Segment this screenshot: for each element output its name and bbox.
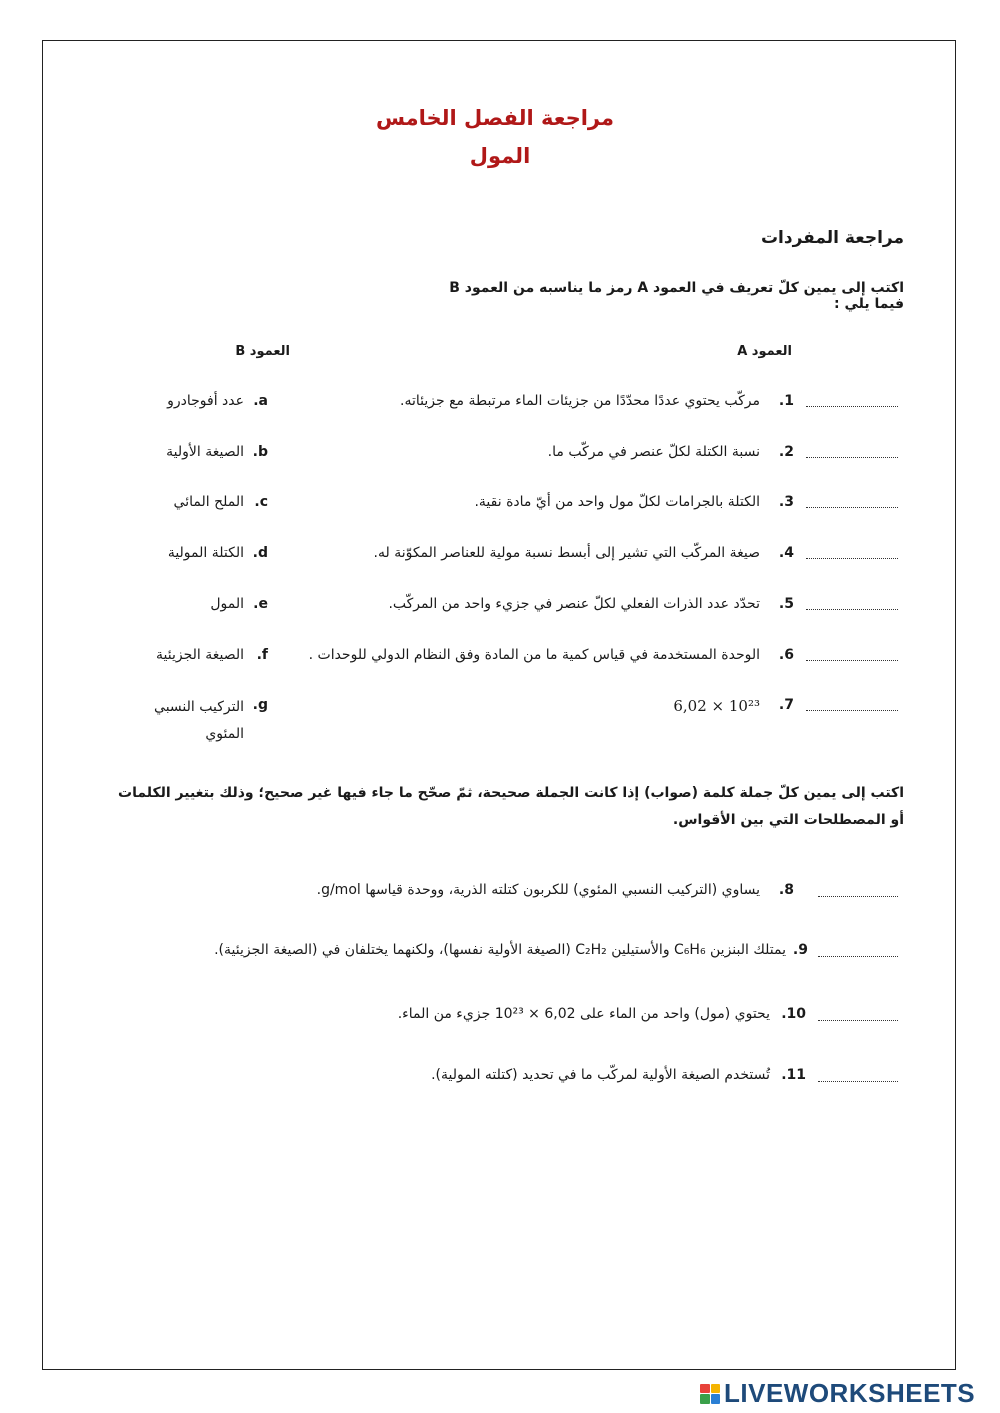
item-a-text-avogadro-number: 6,02 × 10²³ <box>673 697 760 715</box>
page-title: مراجعة الفصل الخامس <box>375 106 614 130</box>
item-b-text: عدد أفوجادرو <box>167 393 244 409</box>
answer-blank-1[interactable] <box>806 406 898 407</box>
item-a-number: 6. <box>778 647 794 663</box>
item-b-letter: f. <box>256 647 268 663</box>
answer-blank-6[interactable] <box>806 660 898 661</box>
answer-blank-11[interactable] <box>818 1081 898 1082</box>
column-b-label: العمود B <box>235 344 290 359</box>
statement-text: يساوي (التركيب النسبي المئوي) للكربون كتلته الذرية، ووحدة قياسها g/mol. <box>316 882 760 898</box>
statement-text: يمتلك البنزين C₆H₆ والأستيلين C₂H₂ (الصيغة الأولية نفسها)، ولكنهما يختلفان في (الصيغة الجزيئية). <box>214 942 786 958</box>
answer-blank-7[interactable] <box>806 710 898 711</box>
item-b-text: الملح المائي <box>173 494 244 510</box>
section2-instruction: اكتب إلى يمين كلّ جملة كلمة (صواب) إذا كانت الجملة صحيحة، ثمّ صحّح ما جاء فيها غير صحيح؛ وذلك بتغيير الكلمات أو المصطلحات التي بين الأقواس. <box>118 785 904 828</box>
item-b-text: الصيغة الأولية <box>166 444 244 460</box>
statement-number: 11. <box>781 1067 806 1083</box>
item-a-number: 1. <box>778 393 794 409</box>
item-b-text: التركيب النسبي المئوي <box>154 699 244 742</box>
answer-blank-2[interactable] <box>806 457 898 458</box>
section-heading-vocabulary: مراجعة المفردات <box>760 228 904 248</box>
answer-blank-4[interactable] <box>806 558 898 559</box>
item-a-text: صيغة المركّب التي تشير إلى أبسط نسبة مولية للعناصر المكوّنة له. <box>373 545 760 561</box>
statement-text: تُستخدم الصيغة الأولية لمركّب ما في تحديد (كتلته المولية). <box>431 1067 770 1083</box>
section1-instruction: اكتب إلى يمين كلّ تعريف في العمود A رمز ما يناسبه من العمود B فيما يلي : <box>449 280 904 312</box>
item-a-text: نسبة الكتلة لكلّ عنصر في مركّب ما. <box>547 444 760 460</box>
answer-blank-8[interactable] <box>818 896 898 897</box>
liveworksheets-logo-icon <box>700 1384 720 1404</box>
item-b-text: الكتلة المولية <box>167 545 244 561</box>
item-b-letter: e. <box>253 596 268 612</box>
answer-blank-10[interactable] <box>818 1020 898 1021</box>
item-b-letter: g. <box>252 697 268 713</box>
item-a-number: 4. <box>778 545 794 561</box>
item-a-text: الوحدة المستخدمة في قياس كمية ما من المادة وفق النظام الدولي للوحدات . <box>308 647 760 663</box>
page-subtitle: المول <box>469 144 531 168</box>
statement-number: 10. <box>781 1006 806 1022</box>
answer-blank-9[interactable] <box>818 956 898 957</box>
item-a-number: 2. <box>778 444 794 460</box>
item-a-text: مركّب يحتوي عددًا محدّدًا من جزيئات الماء مرتبطة مع جزيئاته. <box>400 393 760 409</box>
item-a-text: تحدّد عدد الذرات الفعلي لكلّ عنصر في جزيء واحد من المركّب. <box>388 596 760 612</box>
item-b-text: المول <box>210 596 244 612</box>
statement-text: يحتوي (مول) واحد من الماء على 6,02 × 10²³ جزيء من الماء. <box>397 1006 770 1022</box>
answer-blank-3[interactable] <box>806 507 898 508</box>
item-a-text: الكتلة بالجرامات لكلّ مول واحد من أيّ مادة نقية. <box>474 494 760 510</box>
item-a-number: 3. <box>778 494 794 510</box>
item-b-letter: b. <box>252 444 268 460</box>
item-b-letter: d. <box>252 545 268 561</box>
liveworksheets-brand-text: LIVEWORKSHEETS <box>724 1378 976 1408</box>
item-b-text: الصيغة الجزيئية <box>156 647 244 663</box>
statement-number: 9. <box>792 942 808 958</box>
statement-number: 8. <box>778 882 794 898</box>
column-a-label: العمود A <box>737 344 792 359</box>
item-a-number: 5. <box>778 596 794 612</box>
item-b-letter: a. <box>253 393 268 409</box>
item-a-number: 7. <box>778 697 794 713</box>
liveworksheets-logo <box>700 1378 975 1409</box>
item-b-letter: c. <box>254 494 268 510</box>
answer-blank-5[interactable] <box>806 609 898 610</box>
